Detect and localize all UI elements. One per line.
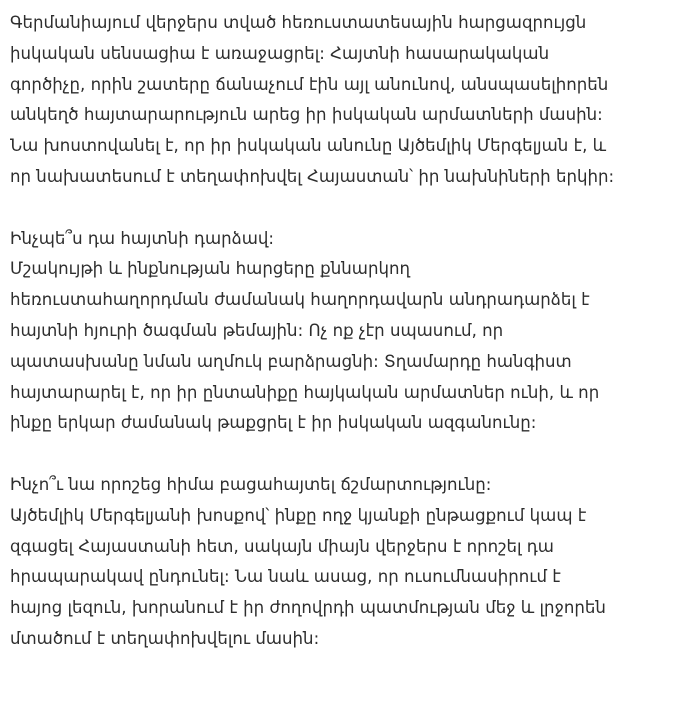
text-line: հայոց լեզուն, խորանում է իր ժողովրդի պատմության մեջ և լրջորեն — [10, 598, 606, 618]
text-line: զգացել Հայաստանի հետ, սակայն միայն վերջերս է որոշել դա — [10, 536, 554, 556]
section-heading: Ինչպե՞ս դա հայտնի դարձավ: — [10, 228, 275, 248]
text-line: գործիչը, որին շատերը ճանաչում էին այլ անունով, անսպասելիորեն — [10, 74, 609, 94]
text-line: անկեղծ հայտարարություն արեց իր իսկական արմատների մասին: — [10, 105, 603, 125]
paragraph-intro — [10, 8, 670, 193]
text-line: Այծեմլիկ Մերգելյանի խոսքով՝ ինքը ողջ կյանքի ընթացքում կապ է — [10, 505, 587, 525]
article-body — [10, 8, 670, 655]
text-line: իսկական սենսացիա է առաջացրել: Հայտնի հասարակական — [10, 43, 550, 63]
text-line: մտածում է տեղափոխվելու մասին: — [10, 628, 320, 648]
text-line: հրապարակավ ընդունել: Նա նաև ասաց, որ ուսումնասիրում է — [10, 567, 561, 587]
text-line: Նա խոստովանել է, որ իր իսկական անունը Այծեմլիկ Մերգելյան է, և — [10, 136, 607, 156]
text-line: հեռուստահաղորդման ժամանակ հաղորդավարն անդրադարձել է — [10, 290, 590, 310]
text-line: Գերմանիայում վերջերս տված հեռուստատեսային հարցազրույցն — [10, 13, 587, 32]
text-line: պատասխանը նման աղմուկ բարձրացնի: Տղամարդը հանգիստ — [10, 351, 572, 371]
text-line: ինքը երկար ժամանակ թաքցրել է իր իսկական ազգանունը: — [10, 413, 537, 433]
paragraph-why-now — [10, 470, 670, 655]
text-line: հայտարարել է, որ իր ընտանիքը հայկական արմատներ ունի, և որ — [10, 382, 600, 402]
text-line: հայտնի հյուրի ծագման թեմային: Ոչ ոք չէր սպասում, որ — [10, 320, 504, 340]
section-heading: Ինչո՞ւ նա որոշեց հիմա բացահայտել ճշմարտությունը: — [10, 474, 492, 494]
paragraph-how-known — [10, 224, 670, 440]
text-line: որ նախատեսում է տեղափոխվել Հայաստան՝ իր նախնիների երկիր: — [10, 166, 615, 186]
text-line: Մշակույթի և ինքնության հարցերը քննարկող — [10, 259, 411, 279]
